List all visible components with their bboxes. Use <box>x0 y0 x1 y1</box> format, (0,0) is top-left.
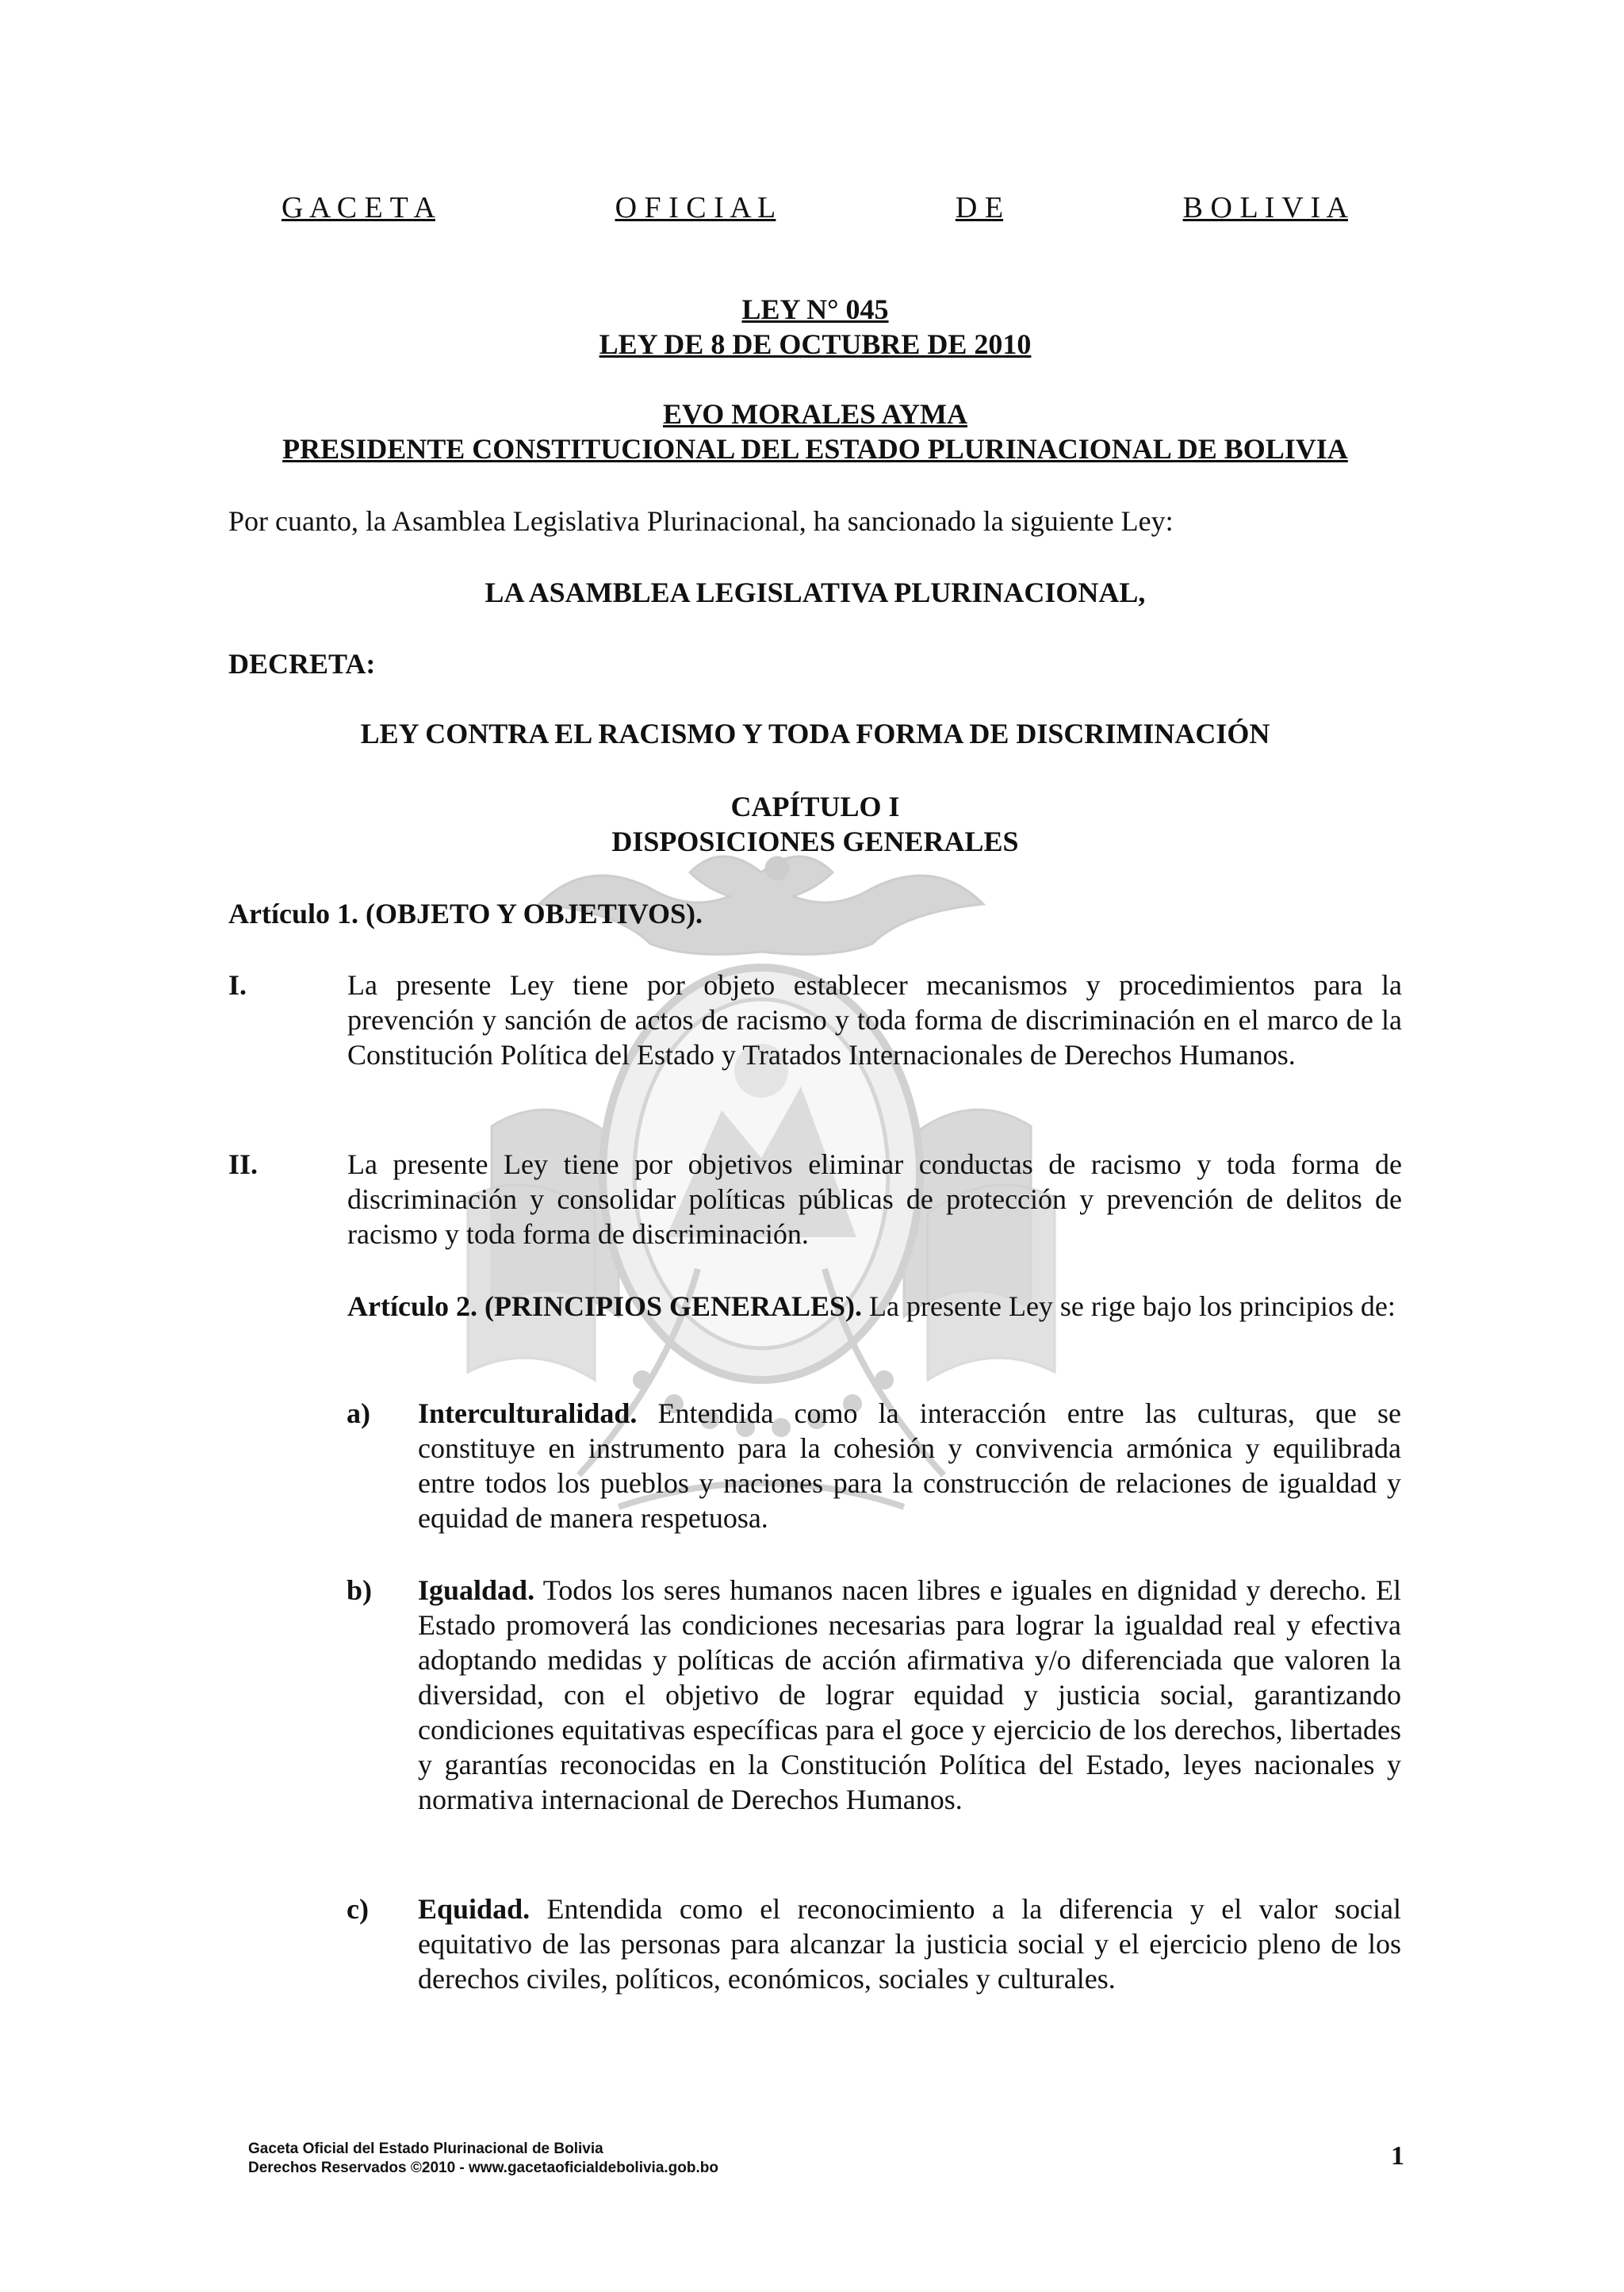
law-date: LEY DE 8 DE OCTUBRE DE 2010 <box>599 328 1032 360</box>
gazette-title-word: O F I C I A L <box>615 191 776 224</box>
decreta-label: DECRETA: <box>228 648 376 680</box>
principle-text <box>418 1396 1401 1535</box>
principle-term: Equidad. <box>418 1893 530 1925</box>
law-title: LEY CONTRA EL RACISMO Y TODA FORMA DE DISCRIMINACIÓN <box>360 718 1270 749</box>
president-name: EVO MORALES AYMA <box>663 398 967 430</box>
law-number: LEY N° 045 <box>741 293 889 325</box>
chapter-heading <box>228 789 1402 859</box>
principle-letter: a) <box>347 1397 370 1429</box>
article-2-intro: La presente Ley se rige bajo los principios de: <box>862 1290 1396 1322</box>
principle-text <box>418 1573 1401 1817</box>
principle-letter: b) <box>347 1574 373 1606</box>
law-heading <box>228 292 1402 362</box>
principle-description: Entendida como la interacción entre las culturas, que se constituye en instrumento para la cohesión y convivencia armónica y equilibrada entre todos los pueblos y naciones para la construcción de relaciones de igualdad y equidad de manera respetuosa. <box>418 1397 1401 1534</box>
preamble: Por cuanto, la Asamblea Legislativa Plurinacional, ha sancionado la siguiente Ley: <box>228 505 1174 537</box>
article-2-heading: Artículo 2. (PRINCIPIOS GENERALES). <box>347 1290 863 1322</box>
gazette-title-word: G A C E T A <box>282 191 435 224</box>
principle-term: Igualdad. <box>418 1574 535 1606</box>
article-2-paragraph <box>228 1289 1402 1324</box>
principle-text <box>418 1891 1401 1996</box>
article-2-principle <box>347 1573 1401 1817</box>
item-number: I. <box>228 969 247 1001</box>
item-text: La presente Ley tiene por objeto establecer mecanismos y procedimientos para la prevención y sanción de actos de racismo y toda forma de discriminación en el marco de la Constitución Política del Estado y Tratados Internacionales de Derechos Humanos. <box>347 969 1402 1071</box>
item-text: La presente Ley tiene por objetivos eliminar conductas de racismo y toda forma de discriminación y consolidar políticas públicas de protección y prevención de delitos de racismo y toda forma de discriminación. <box>347 1148 1402 1250</box>
article-2-principle <box>347 1891 1401 1996</box>
principle-description: Todos los seres humanos nacen libres e iguales en dignidad y derecho. El Estado promoverá las condiciones necesarias para lograr la igualdad real y efectiva adoptando medidas y políticas de acción afirmativa y/o diferenciada que valoren la diversidad, con el objetivo de lograr equidad y justicia social, garantizando condiciones equitativas específicas para el goce y ejercicio de los derechos, libertades y garantías reconocidas en la Constitución Política del Estado, leyes nacionales y normativa internacional de Derechos Humanos. <box>418 1574 1401 1815</box>
assembly-heading: LA ASAMBLEA LEGISLATIVA PLURINACIONAL, <box>485 577 1146 608</box>
president-title: PRESIDENTE CONSTITUCIONAL DEL ESTADO PLURINACIONAL DE BOLIVIA <box>282 433 1348 465</box>
principle-description: Entendida como el reconocimiento a la diferencia y el valor social equitativo de las personas para alcanzar la justicia social y el ejercicio pleno de los derechos civiles, políticos, económicos, sociales y culturales. <box>418 1893 1401 1995</box>
item-number: II. <box>228 1148 259 1180</box>
page-footer <box>248 2140 718 2178</box>
article-1-item <box>228 968 1402 1072</box>
gazette-header <box>282 190 1348 225</box>
chapter-number: CAPÍTULO I <box>730 791 900 822</box>
chapter-title: DISPOSICIONES GENERALES <box>611 826 1019 857</box>
gazette-title-word: B O L I V I A <box>1182 191 1348 224</box>
page-number: 1 <box>1391 2141 1404 2171</box>
footer-publisher: Gaceta Oficial del Estado Plurinacional de Bolivia <box>248 2141 603 2157</box>
gazette-title-word: D E <box>955 191 1004 224</box>
article-2-principle <box>347 1396 1401 1535</box>
principle-term: Interculturalidad. <box>418 1397 638 1429</box>
president-heading <box>228 397 1402 466</box>
principle-letter: c) <box>347 1893 369 1925</box>
footer-copyright: Derechos Reservados ©2010 - www.gacetaoficialdebolivia.gob.bo <box>248 2160 718 2176</box>
article-1-item <box>228 1147 1402 1251</box>
article-1-heading: Artículo 1. (OBJETO Y OBJETIVOS). <box>228 898 703 929</box>
